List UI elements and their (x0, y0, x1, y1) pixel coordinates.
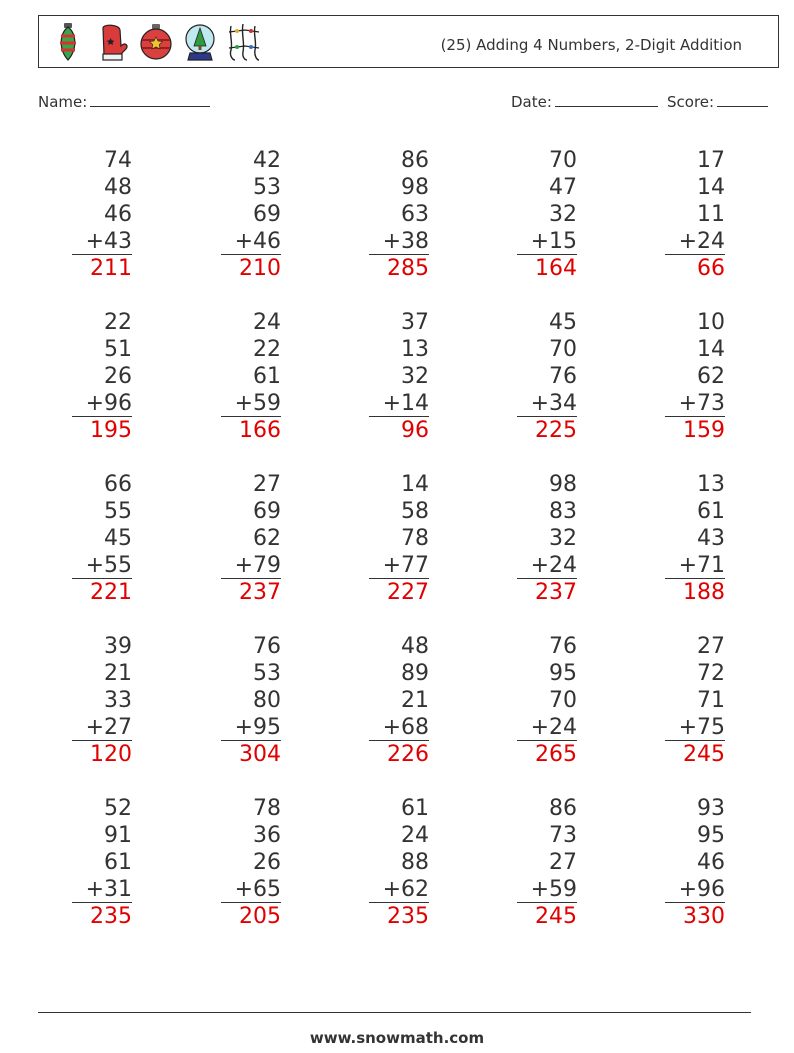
problem-11 (72, 471, 132, 606)
last-addend: +55 (72, 552, 132, 579)
addend: 24 (253, 310, 281, 335)
addend: 45 (549, 310, 577, 335)
answer: 285 (387, 256, 429, 281)
addend: 22 (104, 310, 132, 335)
addend: 86 (401, 148, 429, 173)
problem-14 (517, 471, 577, 606)
addend: 83 (549, 499, 577, 524)
answer: 226 (387, 742, 429, 767)
addend: 53 (253, 661, 281, 686)
addend: 48 (401, 634, 429, 659)
problem-10 (665, 309, 725, 444)
last-addend: +34 (517, 390, 577, 417)
addend: 86 (549, 796, 577, 821)
score-label: Score: (667, 93, 715, 111)
addend: 76 (549, 634, 577, 659)
problem-19 (517, 633, 577, 768)
addend: 93 (697, 796, 725, 821)
addend: 32 (401, 364, 429, 389)
answer: 195 (90, 418, 132, 443)
problem-5 (665, 147, 725, 282)
addend: 61 (401, 796, 429, 821)
addend: 88 (401, 850, 429, 875)
problem-1 (72, 147, 132, 282)
answer: 227 (387, 580, 429, 605)
answer: 235 (387, 904, 429, 929)
addend: 78 (401, 526, 429, 551)
problem-8 (369, 309, 429, 444)
last-addend: +15 (517, 228, 577, 255)
problem-23 (369, 795, 429, 930)
addend: 33 (104, 688, 132, 713)
last-addend: +77 (369, 552, 429, 579)
problem-9 (517, 309, 577, 444)
problem-4 (517, 147, 577, 282)
last-addend: +24 (517, 714, 577, 741)
addend: 14 (697, 175, 725, 200)
addend: 62 (697, 364, 725, 389)
addend: 55 (104, 499, 132, 524)
last-addend: +73 (665, 390, 725, 417)
problem-12 (221, 471, 281, 606)
problem-17 (221, 633, 281, 768)
addend: 95 (549, 661, 577, 686)
addend: 43 (697, 526, 725, 551)
addend: 98 (401, 175, 429, 200)
answer: 96 (401, 418, 429, 443)
addend: 24 (401, 823, 429, 848)
addend: 46 (697, 850, 725, 875)
answer: 245 (535, 904, 577, 929)
last-addend: +75 (665, 714, 725, 741)
last-addend: +79 (221, 552, 281, 579)
last-addend: +96 (72, 390, 132, 417)
last-addend: +27 (72, 714, 132, 741)
addend: 26 (253, 850, 281, 875)
answer: 245 (683, 742, 725, 767)
problem-7 (221, 309, 281, 444)
addend: 61 (697, 499, 725, 524)
last-addend: +65 (221, 876, 281, 903)
answer: 159 (683, 418, 725, 443)
addend: 70 (549, 688, 577, 713)
answer: 120 (90, 742, 132, 767)
addend: 11 (697, 202, 725, 227)
addend: 72 (697, 661, 725, 686)
addend: 42 (253, 148, 281, 173)
addend: 47 (549, 175, 577, 200)
addend: 69 (253, 202, 281, 227)
last-addend: +59 (221, 390, 281, 417)
addend: 21 (401, 688, 429, 713)
addend: 26 (104, 364, 132, 389)
answer: 304 (239, 742, 281, 767)
addend: 13 (697, 472, 725, 497)
last-addend: +95 (221, 714, 281, 741)
last-addend: +43 (72, 228, 132, 255)
answer: 210 (239, 256, 281, 281)
problem-6 (72, 309, 132, 444)
answer: 265 (535, 742, 577, 767)
addend: 46 (104, 202, 132, 227)
last-addend: +31 (72, 876, 132, 903)
problem-13 (369, 471, 429, 606)
answer: 211 (90, 256, 132, 281)
addend: 70 (549, 148, 577, 173)
last-addend: +62 (369, 876, 429, 903)
addend: 27 (697, 634, 725, 659)
addend: 80 (253, 688, 281, 713)
last-addend: +24 (665, 228, 725, 255)
addend: 22 (253, 337, 281, 362)
footer-divider (38, 1012, 751, 1013)
footer-site: www.snowmath.com (309, 1029, 485, 1047)
answer: 164 (535, 256, 577, 281)
problem-16 (72, 633, 132, 768)
answer: 188 (683, 580, 725, 605)
addend: 69 (253, 499, 281, 524)
addend: 39 (104, 634, 132, 659)
last-addend: +38 (369, 228, 429, 255)
addend: 73 (549, 823, 577, 848)
addend: 14 (697, 337, 725, 362)
addend: 61 (253, 364, 281, 389)
addend: 45 (104, 526, 132, 551)
problem-15 (665, 471, 725, 606)
addend: 76 (549, 364, 577, 389)
addend: 89 (401, 661, 429, 686)
addend: 61 (104, 850, 132, 875)
addend: 17 (697, 148, 725, 173)
addend: 58 (401, 499, 429, 524)
addend: 32 (549, 526, 577, 551)
problem-22 (221, 795, 281, 930)
answer: 235 (90, 904, 132, 929)
addend: 76 (253, 634, 281, 659)
problem-25 (665, 795, 725, 930)
addend: 52 (104, 796, 132, 821)
addend: 36 (253, 823, 281, 848)
answer: 221 (90, 580, 132, 605)
last-addend: +71 (665, 552, 725, 579)
answer: 237 (239, 580, 281, 605)
addend: 62 (253, 526, 281, 551)
last-addend: +14 (369, 390, 429, 417)
answer: 225 (535, 418, 577, 443)
problem-20 (665, 633, 725, 768)
last-addend: +68 (369, 714, 429, 741)
addend: 13 (401, 337, 429, 362)
last-addend: +46 (221, 228, 281, 255)
addend: 63 (401, 202, 429, 227)
answer: 237 (535, 580, 577, 605)
name-label: Name: (38, 93, 88, 111)
addend: 32 (549, 202, 577, 227)
addend: 98 (549, 472, 577, 497)
worksheet-title: (25) Adding 4 Numbers, 2-Digit Addition (440, 36, 742, 54)
answer: 66 (697, 256, 725, 281)
addend: 51 (104, 337, 132, 362)
addend: 27 (549, 850, 577, 875)
answer: 205 (239, 904, 281, 929)
addend: 53 (253, 175, 281, 200)
answer: 166 (239, 418, 281, 443)
addend: 78 (253, 796, 281, 821)
last-addend: +24 (517, 552, 577, 579)
problem-2 (221, 147, 281, 282)
addend: 70 (549, 337, 577, 362)
addend: 10 (697, 310, 725, 335)
addend: 37 (401, 310, 429, 335)
addend: 48 (104, 175, 132, 200)
problem-24 (517, 795, 577, 930)
last-addend: +96 (665, 876, 725, 903)
addend: 71 (697, 688, 725, 713)
addend: 74 (104, 148, 132, 173)
problem-18 (369, 633, 429, 768)
addend: 91 (104, 823, 132, 848)
answer: 330 (683, 904, 725, 929)
addend: 95 (697, 823, 725, 848)
addend: 66 (104, 472, 132, 497)
problem-3 (369, 147, 429, 282)
last-addend: +59 (517, 876, 577, 903)
addend: 21 (104, 661, 132, 686)
addend: 14 (401, 472, 429, 497)
problem-21 (72, 795, 132, 930)
addend: 27 (253, 472, 281, 497)
date-label: Date: (511, 93, 552, 111)
